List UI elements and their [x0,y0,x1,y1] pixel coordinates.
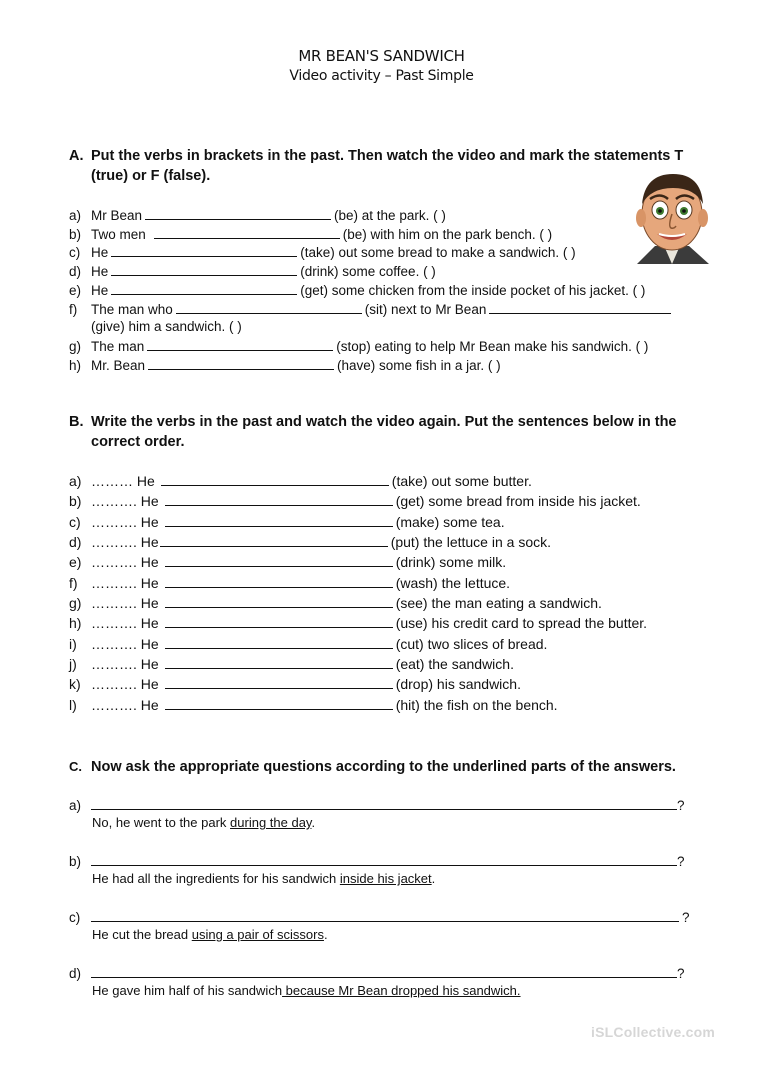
list-item: (give) him a sandwich. ( ) [91,319,242,334]
list-item: c) He (take) out some bread to make a sandwich. ( ) [69,245,576,260]
answer-blank[interactable] [165,492,393,506]
list-item: l) ………. He (hit) the fish on the bench. [69,697,558,713]
answer-blank[interactable] [160,533,388,547]
answer-blank[interactable] [165,655,393,669]
list-item: d) ………. He (put) the lettuce in a sock. [69,534,551,550]
answer-blank[interactable] [489,300,671,314]
answer-text: He cut the bread using a pair of scissors. [92,927,328,942]
answer-blank[interactable] [91,964,677,978]
list-item: g) The man (stop) eating to help Mr Bean make his sandwich. ( ) [69,339,649,354]
question-line: a) ? [69,798,685,813]
answer-blank[interactable] [176,300,362,314]
answer-blank[interactable] [165,675,393,689]
answer-blank[interactable] [165,614,393,628]
list-item: b) Two men (be) with him on the park bench. ( ) [69,227,553,242]
list-item: g) ………. He (see) the man eating a sandwich. [69,595,602,611]
answer-blank[interactable] [145,206,331,220]
answer-text: No, he went to the park during the day. [92,815,316,830]
list-item: h) Mr. Bean (have) some fish in a jar. ( ) [69,358,501,373]
question-line: c) ? [69,910,690,925]
answer-text: He gave him half of his sandwich because Mr Bean dropped his sandwich. [92,983,521,998]
answer-blank[interactable] [165,553,393,567]
answer-blank[interactable] [165,594,393,608]
section-b-heading: B. Write the verbs in the past and watch the video again. Put the sentences below in the correct order. [69,414,677,450]
list-item: h) ………. He (use) his credit card to spread the butter. [69,615,648,631]
answer-blank[interactable] [165,696,393,710]
list-item: a) Mr Bean (be) at the park. ( ) [69,208,446,223]
list-item: a) ……… He (take) out some butter. [69,473,532,489]
answer-blank[interactable] [165,574,393,588]
list-item: b) ………. He (get) some bread from inside his jacket. [69,493,641,509]
list-item: e) ………. He (drink) some milk. [69,554,507,570]
answer-blank[interactable] [165,635,393,649]
section-c-heading: C. Now ask the appropriate questions according to the underlined parts of the answers. [69,759,676,775]
answer-blank[interactable] [111,281,297,295]
answer-blank[interactable] [148,356,334,370]
answer-blank[interactable] [91,852,677,866]
answer-blank[interactable] [147,337,333,351]
watermark: iSLCollective.com [591,1024,715,1040]
answer-blank[interactable] [91,796,677,810]
section-a-heading: A. Put the verbs in brackets in the past. Then watch the video and mark the statements T (true) or F (false). [69,148,684,184]
question-line: b) ? [69,854,685,869]
list-item: c) ………. He (make) some tea. [69,514,505,530]
list-item: f) The man who (sit) next to Mr Bean [69,300,674,319]
list-item: k) ………. He (drop) his sandwich. [69,676,521,692]
page-title: MR BEAN'S SANDWICH [298,47,465,65]
answer-blank[interactable] [165,513,393,527]
answer-blank[interactable] [91,908,679,922]
answer-text: He had all the ingredients for his sandwich inside his jacket. [92,871,436,886]
list-item: i) ………. He (cut) two slices of bread. [69,636,548,652]
answer-blank[interactable] [111,243,297,257]
list-item: f) ………. He (wash) the lettuce. [69,575,511,591]
list-item: e) He (get) some chicken from the inside pocket of his jacket. ( ) [69,283,646,298]
page-subtitle: Video activity – Past Simple [289,68,474,84]
answer-blank[interactable] [111,262,297,276]
answer-blank[interactable] [154,225,340,239]
list-item: j) ………. He (eat) the sandwich. [69,656,514,672]
list-item: d) He (drink) some coffee. ( ) [69,264,436,279]
question-line: d) ? [69,966,685,981]
answer-blank[interactable] [161,472,389,486]
